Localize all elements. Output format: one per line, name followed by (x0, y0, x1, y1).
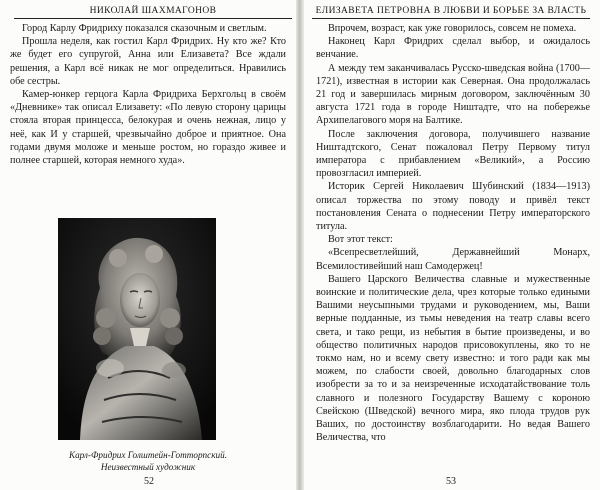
page-number-left: 52 (144, 476, 154, 487)
page-number-right: 53 (446, 476, 456, 487)
caption-title: Карл-Фридрих Голштейн-Готторпский. (68, 450, 228, 460)
portrait-image (58, 218, 216, 440)
paragraph: А между тем заканчивалась Русско-шведская война (1700—1721), известная в истории как Северная. Она продолжалась 21 год и завершилась мирным договором, заключённым 30 августа 1721 года в городе Ништадте, что на побережье Архипелагового моря на Балтике. (316, 62, 590, 127)
paragraph: Впрочем, возраст, как уже говорилось, совсем не помеха. (328, 23, 577, 34)
running-head-left: НИКОЛАЙ ШАХМАГОНОВ (14, 4, 292, 19)
right-page (302, 0, 600, 490)
running-head-right: ЕЛИЗАВЕТА ПЕТРОВНА В ЛЮБВИ И БОРЬБЕ ЗА ВЛАСТЬ (312, 4, 590, 19)
portrait-caption (10, 449, 286, 473)
left-page (0, 0, 298, 490)
right-page-text (316, 22, 590, 445)
left-page-text (10, 22, 286, 167)
portrait-illustration (58, 218, 216, 440)
paragraph: Прошла неделя, как гостил Карл Фридрих. Ну кто же? Кто же будет его супругой, Анна или Елизавета? Все ждали решения, а Карл всё никак не мог определиться. Нравились обе сестры. (10, 36, 286, 87)
paragraph: Вот этот текст: (328, 234, 393, 246)
paragraph: Историк Сергей Николаевич Шубинский (1834—1913) описал торжества по этому поводу и привёл текст постановления Сената о поднесении Петру императорского титула. (316, 181, 590, 233)
paragraph: Камер-юнкер герцога Карла Фридриха Берхгольц в своём «Дневнике» так описал Елизавету: «По левую сторону царицы стояла вторая принцесса, белокурая и очень нежная, лицо у неё, как И у старшей, чрезвычайно доброе и приятное. Она годами двумя моложе и меньше ростом, но гораздо живее и полнее старшей, которая немного худа». (10, 89, 286, 167)
paragraph: «Всепресветлейший, Державнейший Монарх, Всемилостивейший наш Самодержец! (316, 247, 590, 272)
paragraph: Город Карлу Фридриху показался сказочным и светлым. (22, 23, 267, 34)
paragraph: Наконец Карл Фридрих сделал выбор, и ожидалось венчание. (316, 36, 590, 61)
caption-artist: Неизвестный художник (100, 462, 196, 472)
paragraph: После заключения договора, получившего название Ништадтского, Сенат пожаловал Петру Первому титул императора с прибавлением «Великий», а Россию провозгласил империей. (316, 128, 590, 180)
paragraph: Вашего Царского Величества славные и мужественные воинские и политические дела, чрез которые только едиными Вашими неусыпными трудами и руководением, мы, Ваши верные подданные, из тьмы неведения на театр славы всего света, и тако рещи, из небытия в бытие произведены, и во общество политичных народов присовокуплены, яко то не токмо нам, но и всему свету известно: и того ради как мы можем, по слабости своей, довольно благодарных слов изобрести за то и за неизреченные исходатайствование толь славного и полезного Государству Вашему с короною Свейскою (Шведской) вечного мира, яко плода трудов рук Ваших, по достоинству возблагодарити. Но ведая Вашего Величества, что (316, 273, 590, 444)
